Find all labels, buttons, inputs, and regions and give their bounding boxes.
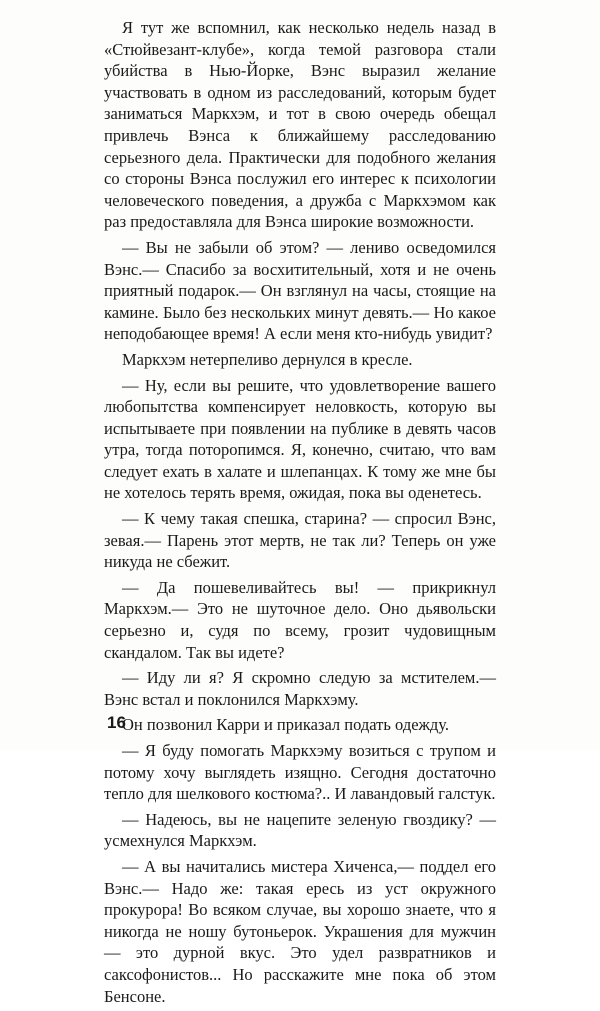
paragraph: — Да пошевеливайтесь вы! — прикрикнул Маркхэм.— Это не шуточное дело. Оно дьявольски серьезно и, судя по всему, грозит чудовищным скандалом. Так вы идете?: [104, 577, 496, 662]
paragraph: — Надеюсь, вы не нацепите зеленую гвоздику? — усмехнулся Маркхэм.: [104, 809, 496, 851]
paragraph: — Ну, если вы решите, что удовлетворение вашего любопытства компенсирует неловкость, которую вы испытываете при появлении на публике в девять часов утра, тогда поторопимся. Я, конечно, считаю, что вам следует ехать в халате и шлепанцах. К тому же мне бы не хотелось терять время, ожидая, пока вы оденетесь.: [104, 375, 496, 503]
page-number: 16: [107, 713, 126, 732]
paragraph: Я тут же вспомнил, как несколько недель назад в «Стюйвезант-клубе», когда темой разговора стали убийства в Нью-Йорке, Вэнс выразил желание участвовать в одном из расследований, которым будет заниматься Маркхэм, и тот в свою очередь обещал привлечь Вэнса к ближайшему расследованию серьезного дела. Практически для подобного желания со стороны Вэнса послужил его интерес к психологии человеческого поведения, а дружба с Маркхэмом как раз предоставляла для Вэнса широкие возможности.: [104, 18, 496, 232]
paragraph: Он позвонил Карри и приказал подать одежду.: [122, 715, 450, 735]
paragraph: — Иду ли я? Я скромно следую за мстителем.— Вэнс встал и поклонился Маркхэму.: [104, 668, 496, 709]
paragraph: Маркхэм нетерпеливо дернулся в кресле.: [122, 349, 413, 369]
paragraph: — Вы не забыли об этом? — лениво осведомился Вэнс.— Спасибо за восхитительный, хотя и не очень приятный подарок.— Он взглянул на часы, стоящие на камине. Было без нескольких минут девять.— Но какое неподобающее время! А если меня кто-нибудь увидит?: [104, 237, 496, 344]
paragraph: — Я буду помогать Маркхэму возиться с трупом и потому хочу выглядеть изящно. Сегодня достаточно тепло для шелкового костюма?.. И лавандовый галстук.: [104, 741, 496, 804]
paragraph: — К чему такая спешка, старина? — спросил Вэнс, зевая.— Парень этот мертв, не так ли? Теперь он уже никуда не сбежит.: [104, 509, 496, 572]
paragraph: — А вы начитались мистера Хиченса,— поддел его Вэнс.— Надо же: такая ересь из уст окружного прокурора! Во всяком случае, вы хорошо знаете, что я никогда не ношу бутоньерок. Украшения для мужчин — это дурной вкус. Это удел развратников и саксофонистов... Но расскажите мне пока об этом Бенсоне.: [104, 856, 496, 1006]
body-text: [104, 17, 496, 1011]
